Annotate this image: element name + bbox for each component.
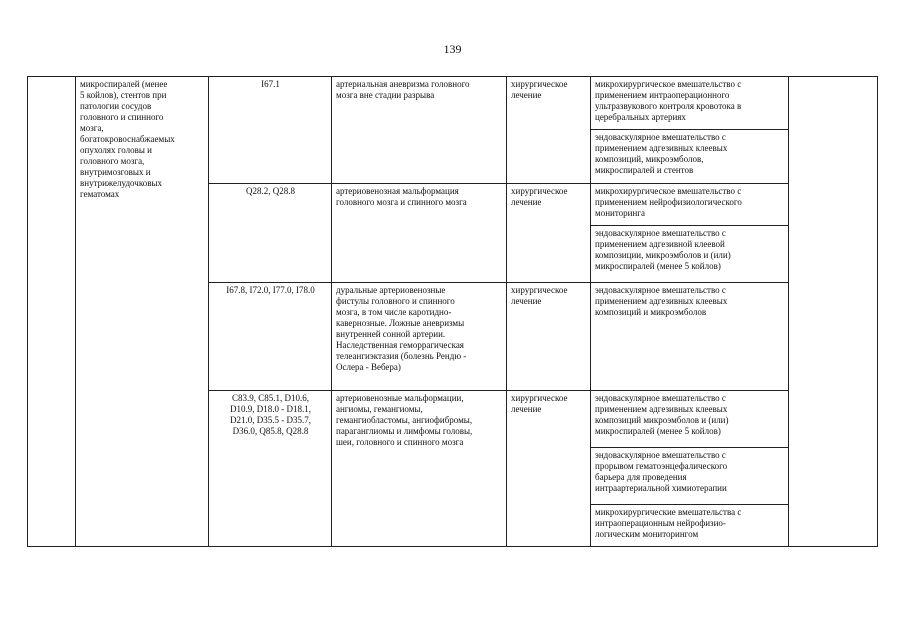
text-line: микроспиралей (менее 5 койлов) [595,261,721,271]
text-line: головного мозга, [80,156,145,166]
text-line: лечение [511,404,542,414]
text-line: мозга, в том числе каротидно- [336,307,452,317]
diagnosis-cell [332,391,507,547]
text-line: C83.9, C85.1, D10.6, [231,393,309,403]
text-line: применением интраоперационного [595,90,730,100]
text-line: богатокровоснабжаемых [80,134,175,144]
text-line: применением адгезивной клеевой [595,239,725,249]
text-line: ангиомы, гемангиомы, [336,404,423,414]
text-line: композиций и микроэмболов [595,307,707,317]
treatment-method-cell [591,226,789,283]
treatment-type-cell [507,283,591,391]
text-line: применением адгезивных клеевых [595,143,728,153]
text-line: гемангиобластомы, ангиофибромы, [336,415,473,425]
text-line: хирургическое [511,79,568,89]
text-line: эндоваскулярное вмешательство с [595,285,726,295]
text-line: внутримозговых и [80,167,151,177]
text-line: опухолях головы и [80,145,152,155]
text-line: эндоваскулярное вмешательство с [595,393,726,403]
text-line: артериовенозная мальформация [336,186,459,196]
diagnosis-cell [332,283,507,391]
icd-codes-cell [209,77,332,184]
text-line: внутренней сонной артерии. [336,329,446,339]
text-line: внутрижелудочковых [80,178,163,188]
text-line: композиций микроэмболов и (или) [595,415,729,425]
text-line: интраоперационным нейрофизио- [595,518,726,528]
text-line: патологии сосудов [80,101,152,111]
text-line: артериовенозные мальформации, [336,393,464,403]
treatment-type-cell [507,391,591,547]
text-line: кавернозные. Ложные аневризмы [336,318,465,328]
text-line: артериальная аневризма головного [336,79,470,89]
text-line: гематомах [80,189,120,199]
text-line: мониторинга [595,208,645,218]
col-number-cell [28,77,76,547]
treatment-type-cell [507,77,591,184]
text-line: Наследственная геморрагическая [336,340,464,350]
text-line: Ослера - Вебера) [336,362,401,372]
text-line: логическим мониторингом [595,529,699,539]
diagnosis-cell [332,184,507,283]
text-line: эндоваскулярное вмешательство с [595,228,726,238]
text-line: параганглиомы и лимфомы головы, [336,426,473,436]
text-line: микроспиралей (менее 5 койлов) [595,426,721,436]
text-line: мозга вне стадии разрыва [336,90,435,100]
text-line: микроспиралей (менее [80,79,168,89]
text-line: шеи, головного и спинного мозга [336,437,464,447]
text-line: барьера для проведения [595,472,687,482]
text-line: хирургическое [511,285,568,295]
text-line: телеангиэктазия (болезнь Рендю - [336,351,467,361]
treatment-table [27,76,878,547]
treatment-method-cell [591,130,789,184]
text-line: лечение [511,197,542,207]
text-line: применением адгезивных клеевых [595,296,728,306]
text-line: прорывом гематоэнцефалического [595,461,728,471]
icd-codes-cell [209,391,332,547]
text-line: микрохирургические вмешательства с [595,507,742,517]
text-line: эндоваскулярное вмешательство с [595,132,726,142]
text-line: головного мозга и спинного мозга [336,197,467,207]
text-line: ультразвукового контроля кровотока в [595,101,742,111]
text-line: D36.0, Q85.8, Q28.8 [232,426,309,436]
text-line: церебральных артериях [595,112,686,122]
treatment-method-cell [591,448,789,505]
diagnosis-cell [332,77,507,184]
text-line: I67.8, I72.0, I77.0, I78.0 [226,285,315,295]
text-line: 5 койлов), стентов при [80,90,167,100]
treatment-type-cell [507,184,591,283]
text-line: фистулы головного и спинного [336,296,455,306]
col-last-cell [789,77,878,547]
treatment-method-cell [591,77,789,130]
treatment-method-cell [591,283,789,391]
text-line: композиции, микроэмболов и (или) [595,250,731,260]
icd-codes-cell [209,283,332,391]
text-line: D10.9, D18.0 - D18.1, [230,404,311,414]
text-line: мозга, [80,123,104,133]
text-line: хирургическое [511,186,568,196]
table-row [28,77,878,130]
text-line: применением адгезивных клеевых [595,404,728,414]
text-line: композиций, микроэмболов, [595,154,704,164]
text-line: лечение [511,296,542,306]
icd-codes-cell [209,184,332,283]
text-line: микрохирургическое вмешательство с [595,79,742,89]
method-group-cell [76,77,209,547]
text-line: лечение [511,90,542,100]
treatment-method-cell [591,184,789,226]
treatment-method-cell [591,391,789,448]
text-line: головного и спинного [80,112,164,122]
treatment-method-cell [591,505,789,547]
text-line: I67.1 [261,79,280,89]
text-line: эндоваскулярное вмешательство с [595,450,726,460]
page-number: 139 [443,42,462,56]
text-line: D21.0, D35.5 - D35.7, [230,415,311,425]
text-line: микрохирургическое вмешательство с [595,186,742,196]
text-line: интраартериальной химиотерапии [595,483,727,493]
text-line: микроспиралей и стентов [595,165,694,175]
text-line: Q28.2, Q28.8 [246,186,295,196]
text-line: применением нейрофизиологического [595,197,742,207]
text-line: дуральные артериовенозные [336,285,446,295]
text-line: хирургическое [511,393,568,403]
